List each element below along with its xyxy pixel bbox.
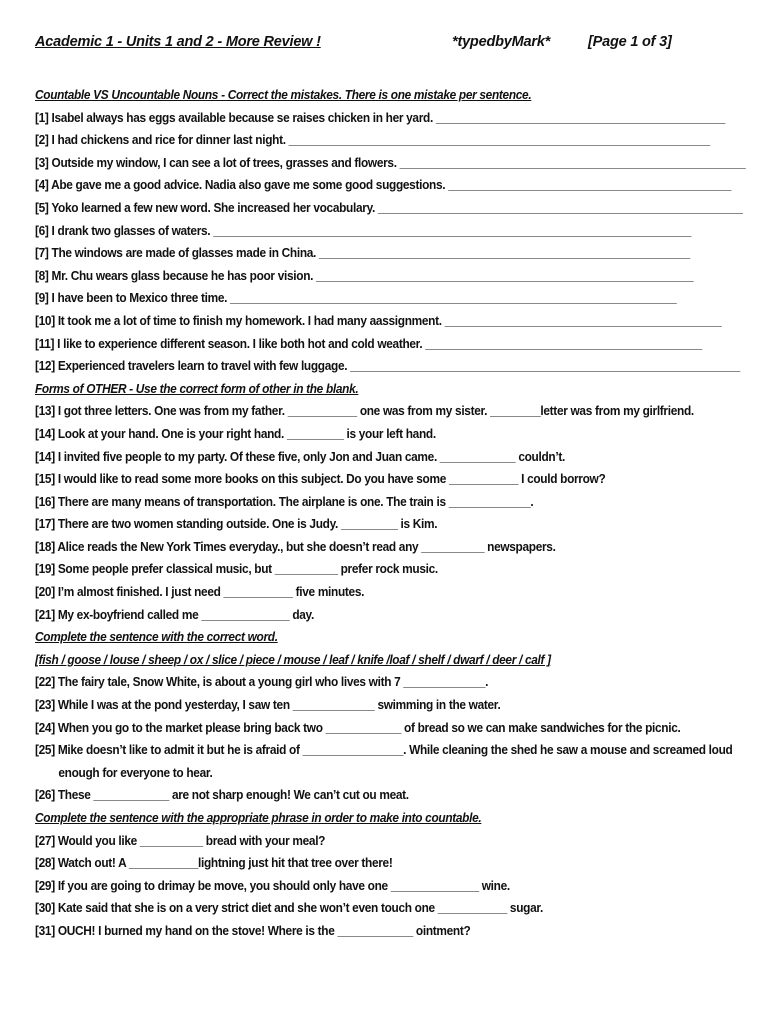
page-number: [Page 1 of 3] — [588, 34, 672, 50]
exercise-line: [23] While I was at the pond yesterday, I saw ten _____________ swimming in the water. — [35, 697, 501, 713]
exercise-line: [24] When you go to the market please bring back two ____________ of bread so we can make sandwiches for the picnic. — [35, 719, 681, 735]
exercise-line: [12] Experienced travelers learn to travel with few luggage. ______________________________________________________________ — [35, 358, 740, 374]
exercise-line: [16] There are many means of transportation. The airplane is one. The train is _____________. — [35, 493, 534, 509]
exercise-line: [15] I would like to read some more books on this subject. Do you have some ___________ I could borrow? — [35, 471, 606, 487]
exercise-line: [14] Look at your hand. One is your right hand. _________ is your left hand. — [35, 425, 436, 441]
section-heading: Complete the sentence with the correct word. — [35, 629, 278, 645]
exercise-line: [1] Isabel always has eggs available because se raises chicken in her yard. ______________________________________________ — [35, 109, 726, 125]
exercise-line: [19] Some people prefer classical music, but __________ prefer rock music. — [35, 561, 438, 577]
exercise-line: [5] Yoko learned a few new word. She increased her vocabulary. __________________________________________________________ — [35, 199, 743, 215]
exercise-line: [26] These ____________ are not sharp enough! We can’t cut ou meat. — [35, 787, 409, 803]
exercise-line: [7] The windows are made of glasses made in China. ___________________________________________________________ — [35, 245, 690, 261]
exercise-line: [28] Watch out! A ___________lightning just hit that tree over there! — [35, 855, 393, 871]
exercise-line: [21] My ex-boyfriend called me ______________ day. — [35, 606, 314, 622]
exercise-line: [22] The fairy tale, Snow White, is about a young girl who lives with 7 _____________. — [35, 674, 489, 690]
exercise-line: [14] I invited five people to my party. Of these five, only Jon and Juan came. ____________ couldn’t. — [35, 448, 565, 464]
word-bank: [fish / goose / louse / sheep / ox / slice / piece / mouse / leaf / knife /loaf / shelf / dwarf / deer / calf ] — [35, 651, 551, 667]
exercise-line: [2] I had chickens and rice for dinner last night. ___________________________________________________________________ — [35, 132, 710, 148]
exercise-line: [9] I have been to Mexico three time. _______________________________________________________________________ — [35, 290, 677, 306]
exercise-line: [27] Would you like __________ bread with your meal? — [35, 832, 326, 848]
exercise-line: [17] There are two women standing outside. One is Judy. _________ is Kim. — [35, 516, 438, 532]
worksheet-content — [35, 84, 747, 943]
section-heading: Countable VS Uncountable Nouns - Correct the mistakes. There is one mistake per sentence. — [35, 87, 532, 102]
exercise-line: [30] Kate said that she is on a very strict diet and she won’t even touch one ___________ sugar. — [35, 900, 544, 916]
exercise-line: [13] I got three letters. One was from my father. ___________ one was from my sister. ________letter was from my girlfriend. — [35, 403, 694, 419]
exercise-line: [31] OUCH! I burned my hand on the stove! Where is the ____________ ointment? — [35, 922, 471, 938]
typed-by-label: *typedbyMark* — [452, 34, 551, 50]
exercise-line: [29] If you are going to drimay be move, you should only have one ______________ wine. — [35, 877, 510, 893]
exercise-line: [20] I’m almost finished. I just need ___________ five minutes. — [35, 584, 365, 600]
exercise-line: [6] I drank two glasses of waters. ____________________________________________________________________________ — [35, 222, 692, 238]
worksheet-title: Academic 1 - Units 1 and 2 - More Review ! — [35, 34, 321, 50]
exercise-line: [25] Mike doesn’t like to admit it but he is afraid of ________________. While cleaning the shed he saw a mouse and screamed loud — [35, 742, 733, 758]
exercise-line-continuation: enough for everyone to hear. — [58, 764, 213, 780]
exercise-line: [18] Alice reads the New York Times everyday., but she doesn’t read any __________ newspapers. — [35, 538, 556, 554]
exercise-line: [4] Abe gave me a good advice. Nadia also gave me some good suggestions. _____________________________________________ — [35, 177, 732, 193]
exercise-line: [11] I like to experience different season. I like both hot and cold weather. ____________________________________________ — [35, 335, 702, 351]
exercise-line: [10] It took me a lot of time to finish my homework. I had many aassignment. ____________________________________________ — [35, 312, 722, 328]
exercise-line: [8] Mr. Chu wears glass because he has poor vision. ____________________________________________________________ — [35, 267, 694, 283]
section-heading: Complete the sentence with the appropriate phrase in order to make into countable. — [35, 810, 482, 825]
exercise-line: [3] Outside my window, I can see a lot of trees, grasses and flowers. _______________________________________________________ — [35, 154, 746, 170]
section-heading: Forms of OTHER - Use the correct form of other in the blank. — [35, 380, 359, 396]
